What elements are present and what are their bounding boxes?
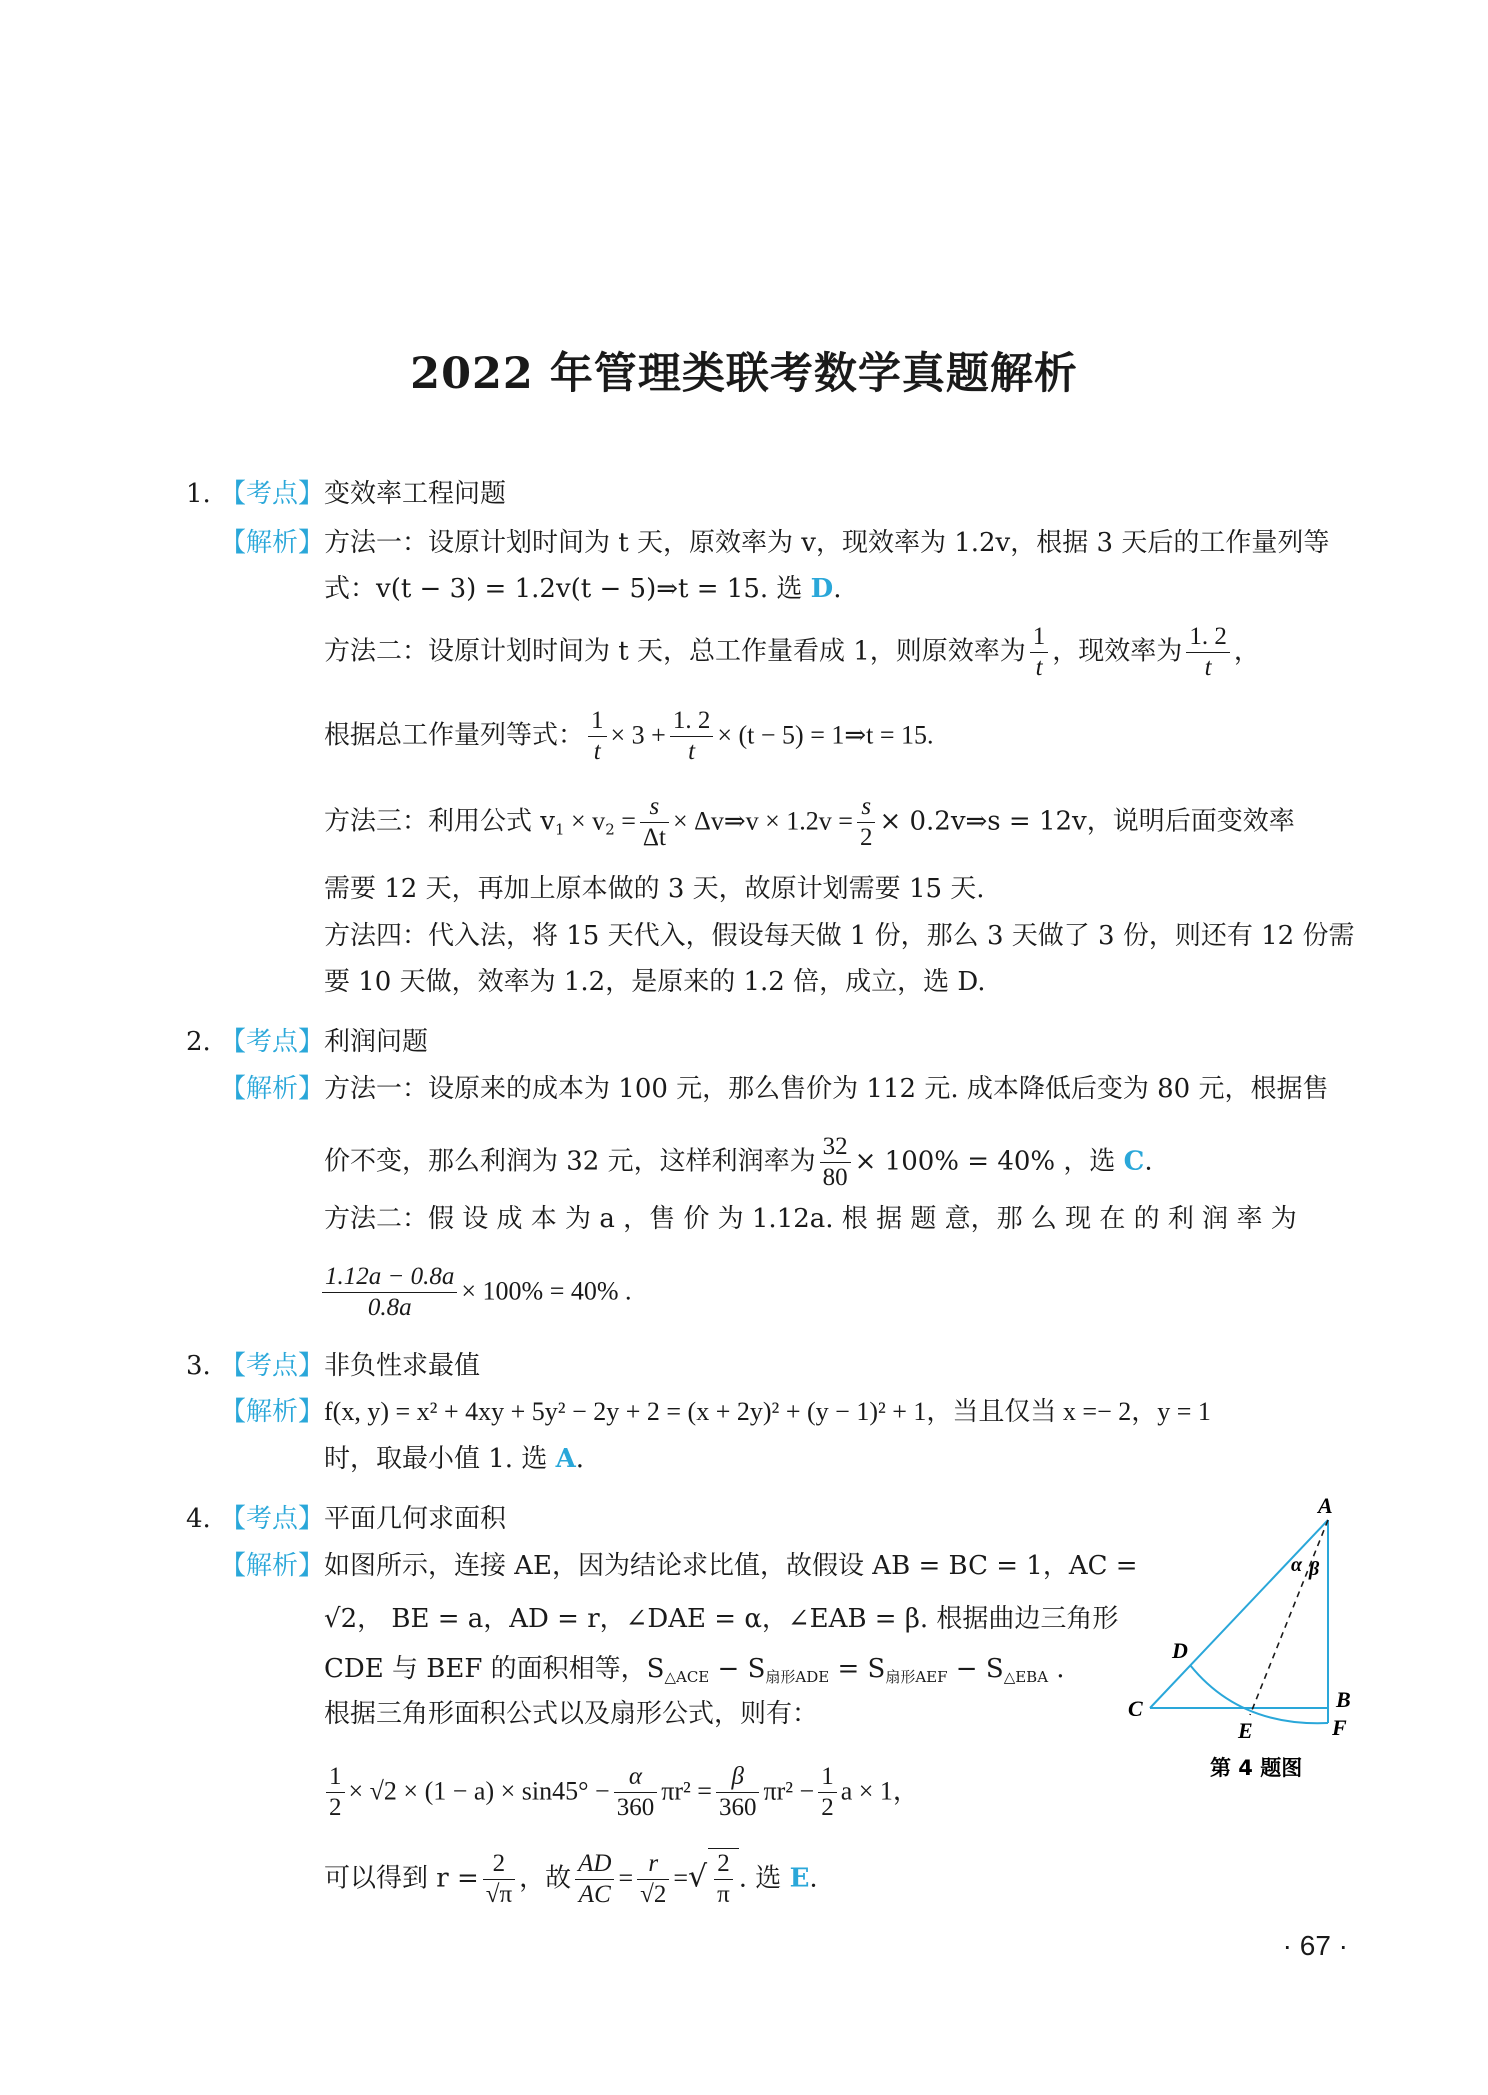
numerator: 1 <box>588 706 607 737</box>
q2-header <box>186 1023 428 1061</box>
q4-text: ，故 <box>519 1863 572 1894</box>
q2-analysis-line2 <box>324 1132 1153 1193</box>
q4-text: = <box>618 1863 634 1893</box>
fraction <box>322 1262 457 1323</box>
numerator: s <box>857 792 876 823</box>
denominator: 360 <box>718 1794 757 1821</box>
kaodian-label: 【考点】 <box>220 1504 325 1534</box>
q1-text: × (t − 5) = 1⇒t = 15. <box>717 720 934 750</box>
denominator: 360 <box>616 1794 655 1821</box>
jiexi-label: 【解析】 <box>220 528 325 558</box>
numerator: 1. 2 <box>1186 622 1230 653</box>
q3-topic: 非负性求最值 <box>324 1351 481 1381</box>
q4-analysis-line4: 根据三角形面积公式以及扇形公式，则有： <box>324 1699 819 1729</box>
denominator: √π <box>485 1881 513 1908</box>
q1-method3-line2: 需要 12 天，再加上原本做的 3 天，故原计划需要 15 天. <box>324 874 985 904</box>
dashed-AE <box>1250 1520 1328 1715</box>
label-beta: β <box>1309 1558 1320 1580</box>
segment-AC <box>1150 1520 1328 1708</box>
answer-letter: D <box>810 574 834 604</box>
q4-text: CDE 与 BEF 的面积相等，S <box>324 1654 665 1684</box>
denominator: 2 <box>821 1794 834 1821</box>
jiexi-label: 【解析】 <box>220 1551 325 1581</box>
numerator: α <box>614 1762 658 1793</box>
q1-analysis-line2 <box>324 570 841 608</box>
q4-text: 可以得到 r = <box>324 1863 479 1894</box>
subscript: △EBA <box>1003 1668 1049 1686</box>
q4-text: = S <box>829 1654 886 1684</box>
q1-text: × v <box>564 806 606 836</box>
denominator: Δt <box>642 824 666 851</box>
punct: . <box>833 574 842 604</box>
q4-text: × √2 × (1 − a) × sin45° − <box>348 1776 610 1806</box>
numerator: 1 <box>326 1762 345 1793</box>
label-A: A <box>1318 1495 1333 1518</box>
numerator: r <box>637 1849 669 1880</box>
numerator: AD <box>575 1849 614 1880</box>
figure-caption: 第 4 题图 <box>1210 1756 1303 1780</box>
q2-method2-line1: 方法二：假 设 成 本 为 a ，售 价 为 1.12a. 根 据 题 意，那 么 现 在 的 利 润 率 为 <box>324 1204 1297 1234</box>
denominator: 80 <box>822 1164 848 1191</box>
q1-method2-line1 <box>324 622 1260 683</box>
denominator: t <box>1035 654 1043 681</box>
label-alpha: α <box>1291 1554 1303 1576</box>
fraction <box>857 792 876 853</box>
subscript: 扇形ADE <box>765 1668 830 1686</box>
q1-text: × 3 + <box>610 720 666 750</box>
fraction <box>483 1849 515 1910</box>
denominator: 2 <box>859 824 873 851</box>
q1-text: 式：v(t − 3) = 1.2v(t − 5)⇒t = 15. 选 <box>324 574 811 604</box>
q2-text: 价不变，那么利润为 32 元，这样利润率为 <box>324 1146 816 1177</box>
fraction <box>1186 622 1230 683</box>
q1-topic: 变效率工程问题 <box>324 479 507 509</box>
question-number: 2. <box>186 1027 211 1057</box>
kaodian-label: 【考点】 <box>220 479 325 509</box>
q1-text: 方法三：利用公式 v <box>324 806 555 837</box>
q4-text: . 选 <box>738 1863 790 1894</box>
fraction <box>588 706 607 767</box>
answer-letter: C <box>1123 1146 1145 1177</box>
label-D: D <box>1172 1638 1188 1663</box>
denominator: AC <box>578 1881 611 1908</box>
denominator: t <box>688 738 696 765</box>
q1-method3-line1: 方法三：利用公式 $v_1 \times v_2$ = $\frac{s}{\Delta t}$ × Δv⇒v × 1.2v = $\frac{s}{2}$ × 0.2v⇒s = 12v，说明后面变效率 <box>324 793 1295 851</box>
fraction <box>714 1849 733 1910</box>
q4-analysis-line3 <box>324 1650 1065 1696</box>
q1-text: ， <box>1233 636 1260 667</box>
q4-analysis-line2: √2， BE = a，AD = r，∠DAE = α，∠EAB = β. 根据曲边三角形 <box>324 1604 1119 1634</box>
q3-analysis-line1 <box>220 1393 1211 1431</box>
punct: . <box>809 1863 818 1894</box>
numerator: 1 <box>1030 622 1049 653</box>
q4-text: − S <box>709 1654 766 1684</box>
answer-letter: E <box>789 1863 810 1894</box>
numerator: 32 <box>820 1132 851 1163</box>
subscript: △ACE <box>664 1668 710 1686</box>
q4-final-line: 可以得到 r = $\frac{2}{√\pi}$ ，故 $\frac{AD}{AC}$ = $\frac{r}{√2}$ =√ $\frac{2}{\pi}$ . 选 E. <box>324 1850 818 1908</box>
denominator: π <box>717 1881 730 1908</box>
q1-text: × Δv⇒v × 1.2v = <box>672 806 853 836</box>
denominator: 2 <box>329 1794 342 1821</box>
q1-text: × 0.2v⇒s = 12v，说明后面变效率 <box>879 806 1295 837</box>
fraction <box>1030 622 1049 683</box>
numerator: 2 <box>714 1849 733 1880</box>
q1-text: = <box>614 806 636 836</box>
label-C: C <box>1128 1696 1143 1721</box>
numerator: s <box>640 792 669 823</box>
page-number: · 67 · <box>1282 1930 1348 1961</box>
q4-text: πr² − <box>763 1776 815 1806</box>
q3-header <box>186 1347 480 1385</box>
q1-header <box>186 475 506 513</box>
q4-text: = <box>673 1863 689 1893</box>
denominator: t <box>1204 654 1212 681</box>
q3-text: 时，取最小值 1. 选 <box>324 1444 556 1474</box>
q4-text: a × 1， <box>840 1776 919 1806</box>
punct: . <box>575 1444 585 1474</box>
q1-text: 方法一：设原计划时间为 t 天，原效率为 v，现效率为 1.2v，根据 3 天后的工作量列等 <box>324 528 1330 558</box>
q2-text: × 100% = 40% . <box>461 1276 632 1306</box>
q4-text: . <box>1048 1654 1065 1684</box>
q2-method2-line2 <box>318 1262 632 1323</box>
fraction <box>326 1762 345 1823</box>
kaodian-label: 【考点】 <box>220 1027 325 1057</box>
label-E: E <box>1238 1718 1253 1743</box>
fraction <box>716 1762 760 1823</box>
q2-text: × 100% = 40% ，选 <box>854 1146 1124 1177</box>
q1-text: 根据总工作量列等式： <box>324 720 585 751</box>
q1-analysis-line1 <box>220 524 1329 562</box>
q4-header <box>186 1500 506 1538</box>
q1-text: ，现效率为 <box>1052 636 1183 667</box>
question-number: 1. <box>186 479 211 509</box>
question-number: 4. <box>186 1504 211 1534</box>
q3-text: f(x, y) = x² + 4xy + 5y² − 2y + 2 = (x + 2y)² + (y − 1)² + 1，当且仅当 x =− 2，y = 1 <box>324 1397 1211 1426</box>
kaodian-label: 【考点】 <box>220 1351 325 1381</box>
q1-method2-line2 <box>324 706 934 767</box>
punct: . <box>1144 1146 1153 1177</box>
denominator: 0.8a <box>367 1294 412 1321</box>
jiexi-label: 【解析】 <box>220 1074 325 1104</box>
q1-method4-line1: 方法四：代入法，将 15 天代入，假设每天做 1 份，那么 3 天做了 3 份，则还有 12 份需 <box>324 921 1355 951</box>
q1-method4-line2: 要 10 天做，效率为 1.2，是原来的 1.2 倍，成立，选 D. <box>324 967 986 997</box>
question-number: 3. <box>186 1351 211 1381</box>
q4-topic: 平面几何求面积 <box>324 1504 507 1534</box>
numerator: 1. 2 <box>670 706 714 737</box>
subscript: 扇形AEF <box>885 1668 948 1686</box>
fraction <box>637 1849 669 1910</box>
label-F: F <box>1332 1715 1347 1740</box>
numerator: 1.12a − 0.8a <box>322 1262 457 1293</box>
q4-figure <box>1120 1495 1370 1795</box>
label-B: B <box>1336 1687 1351 1712</box>
q4-analysis-line1 <box>220 1547 1138 1585</box>
fraction <box>614 1762 658 1823</box>
fraction <box>818 1762 837 1823</box>
fraction <box>575 1849 614 1910</box>
jiexi-label: 【解析】 <box>220 1397 325 1427</box>
q3-analysis-line2 <box>324 1440 584 1478</box>
page-title: 2022 年管理类联考数学真题解析 <box>410 349 1078 399</box>
fraction <box>640 792 669 853</box>
q4-text: − S <box>947 1654 1004 1684</box>
numerator: 1 <box>818 1762 837 1793</box>
denominator: √2 <box>640 1881 667 1908</box>
fraction <box>820 1132 851 1193</box>
denominator: t <box>593 738 601 765</box>
q2-topic: 利润问题 <box>324 1027 429 1057</box>
numerator: 2 <box>483 1849 515 1880</box>
q4-equation <box>322 1762 919 1823</box>
q2-text: 方法一：设原来的成本为 100 元，那么售价为 112 元. 成本降低后变为 80 元，根据售 <box>324 1074 1329 1104</box>
answer-letter: A <box>555 1444 576 1474</box>
q1-text: 方法二：设原计划时间为 t 天，总工作量看成 1，则原效率为 <box>324 636 1026 667</box>
q4-text: 如图所示，连接 AE，因为结论求比值，故假设 AB = BC = 1，AC = <box>324 1551 1138 1581</box>
numerator: β <box>716 1762 760 1793</box>
q4-text: πr² = <box>661 1776 712 1806</box>
fraction <box>670 706 714 767</box>
sqrt-radicand <box>708 1848 739 1910</box>
q2-analysis-line1 <box>220 1070 1328 1108</box>
